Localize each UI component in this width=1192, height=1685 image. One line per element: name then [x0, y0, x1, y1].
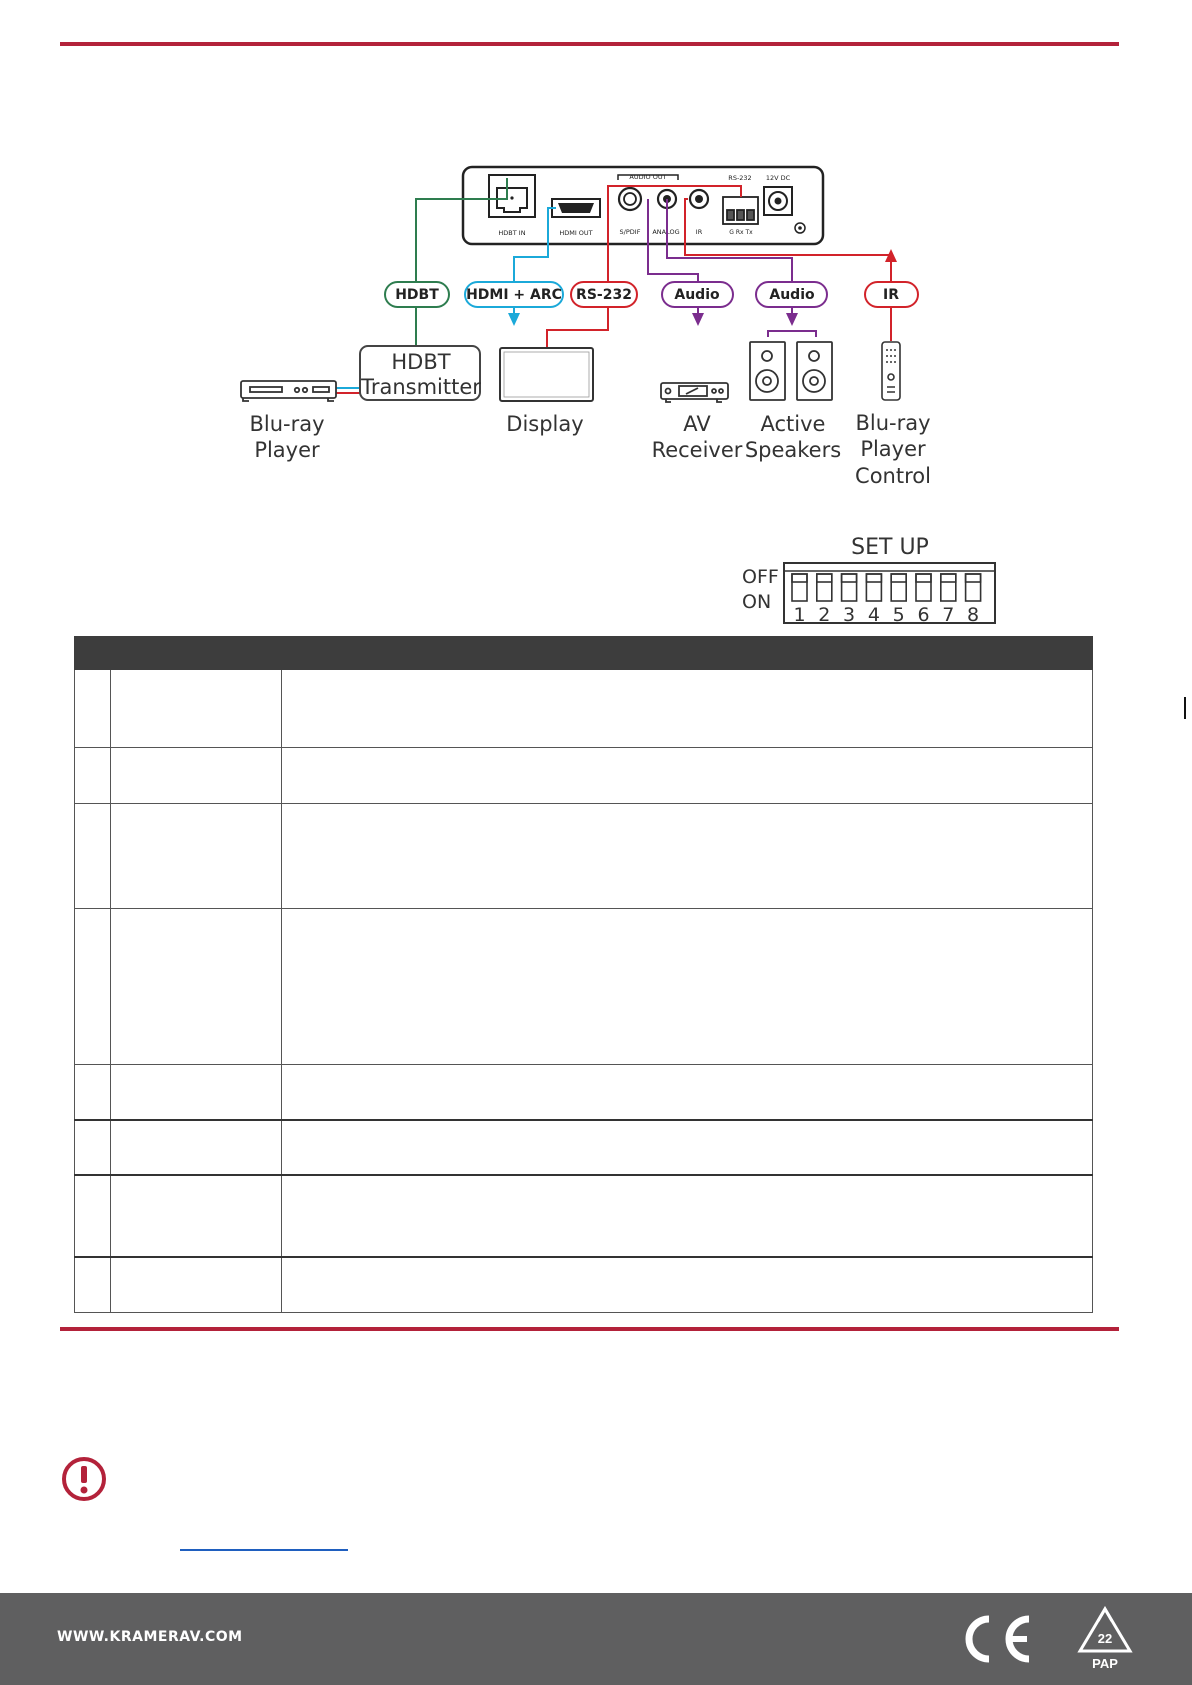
badge-ir	[865, 282, 918, 307]
text-cursor	[1184, 697, 1186, 719]
table-row	[75, 748, 1093, 804]
hdmi-out-label: HDMI OUT	[559, 229, 593, 237]
dip-switch-number: 2	[818, 604, 831, 626]
audio-speakers-arrow	[786, 313, 798, 326]
footer	[0, 1593, 1192, 1685]
table-row	[75, 1065, 1093, 1120]
badge-hdmi-arc	[465, 282, 563, 307]
connection-diagram	[0, 0, 1192, 500]
table-header-cell	[282, 637, 1093, 670]
dip-switch-2[interactable]	[817, 574, 832, 601]
av-receiver-icon	[661, 383, 728, 402]
table-row	[75, 1175, 1093, 1257]
svg-text:IR: IR	[883, 287, 899, 303]
display-label: Display	[506, 412, 584, 436]
dip-switch-1[interactable]	[792, 574, 807, 601]
rs232-port-label: RS-232	[728, 174, 752, 182]
av-receiver-label-2: Receiver	[651, 438, 743, 462]
dip-off-label: OFF	[742, 566, 779, 588]
control-label-2: Player	[860, 437, 926, 461]
audio-out-label: AUDIO OUT	[629, 173, 667, 181]
dip-switch-number: 5	[892, 604, 905, 626]
recycle-pap-icon	[1074, 1605, 1136, 1675]
analog-label: ANALOG	[652, 228, 680, 236]
dip-switch-number: 4	[867, 604, 880, 626]
speakers-icon	[750, 342, 832, 400]
ce-mark-icon	[953, 1611, 1035, 1667]
dip-switch-number: 8	[967, 604, 980, 626]
transmitter-label-2: Transmitter	[361, 375, 481, 399]
badge-rs232	[571, 282, 637, 307]
speakers-label-2: Speakers	[744, 438, 842, 462]
recycle-code: PAP	[1092, 1656, 1118, 1671]
dip-switch-number: 3	[843, 604, 856, 626]
dip-switch-3[interactable]	[842, 574, 857, 601]
dip-switch-number: 6	[917, 604, 930, 626]
ir-port	[690, 190, 708, 208]
footer-url[interactable]: WWW.KRAMERAV.COM	[57, 1629, 243, 1645]
dip-switch-number: 1	[793, 604, 806, 626]
badge-audio-speakers	[756, 282, 827, 307]
power-label: 12V DC	[765, 174, 791, 182]
hdbt-in-label: HDBT IN	[498, 229, 526, 237]
audio-receiver-arrow	[692, 313, 704, 326]
svg-text:HDMI + ARC: HDMI + ARC	[466, 287, 562, 303]
table-header-row	[75, 637, 1093, 670]
hyperlink-underline[interactable]	[180, 1549, 348, 1551]
remote-control-icon	[882, 342, 900, 400]
dip-switch-body	[784, 563, 995, 623]
dip-switch-7[interactable]	[941, 574, 956, 601]
bluray-player-icon	[241, 381, 336, 401]
table-row	[75, 804, 1093, 909]
table-header-cell	[111, 637, 282, 670]
bluray-label-2: Player	[254, 438, 320, 462]
bluray-label-1: Blu-ray	[249, 412, 325, 436]
dip-switch-title: SET UP	[851, 535, 929, 560]
av-receiver-label-1: AV	[683, 412, 711, 436]
ir-label: IR	[695, 228, 703, 236]
dip-switch-number: 7	[942, 604, 955, 626]
recycle-number: 22	[1097, 1631, 1113, 1646]
badge-hdbt	[385, 282, 449, 307]
dip-switch-6[interactable]	[916, 574, 931, 601]
hdmi-arrow	[508, 313, 520, 326]
badge-audio-receiver	[662, 282, 733, 307]
table-row	[75, 1120, 1093, 1175]
info-table	[74, 636, 1093, 1313]
warning-icon	[60, 1455, 110, 1505]
dip-switch-4[interactable]	[866, 574, 881, 601]
speaker-split	[768, 331, 816, 337]
table-row	[75, 670, 1093, 748]
dip-switch-8[interactable]	[966, 574, 981, 601]
dip-on-label: ON	[742, 591, 772, 613]
control-label-3: Control	[855, 464, 931, 488]
transmitter-label-1: HDBT	[391, 350, 451, 374]
svg-text:Audio: Audio	[674, 287, 720, 303]
dip-switch-setup	[735, 527, 1005, 627]
table-header-cell	[75, 637, 111, 670]
svg-text:Audio: Audio	[769, 287, 815, 303]
table-row	[75, 909, 1093, 1065]
dip-switch-5[interactable]	[891, 574, 906, 601]
rs232-pins-label: G Rx Tx	[729, 229, 753, 236]
svg-text:RS-232: RS-232	[576, 287, 632, 303]
bottom-rule	[60, 1327, 1119, 1331]
speakers-label-1: Active	[760, 412, 826, 436]
table-row	[75, 1257, 1093, 1313]
svg-text:HDBT: HDBT	[395, 287, 439, 303]
spdif-port	[619, 188, 641, 210]
control-label-1: Blu-ray	[855, 411, 931, 435]
spdif-label: S/PDIF	[619, 228, 641, 236]
display-icon	[500, 348, 593, 401]
